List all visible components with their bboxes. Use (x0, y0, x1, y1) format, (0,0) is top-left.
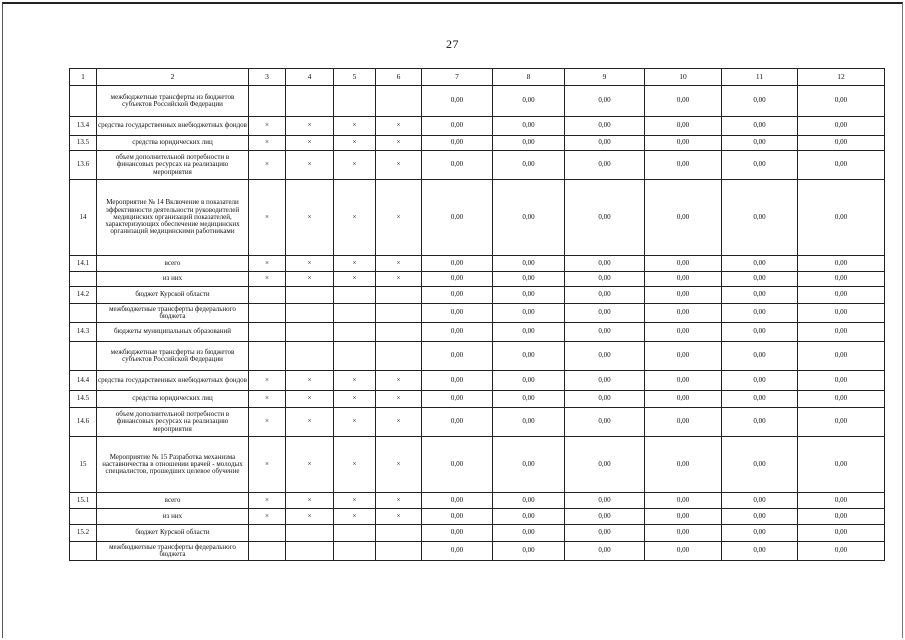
value-cell: 0,00 (493, 437, 565, 493)
row-description: всего (97, 256, 249, 272)
mark-cell (286, 542, 334, 561)
mark-cell: × (286, 117, 334, 136)
value-cell: 0,00 (422, 151, 493, 180)
row-description: всего (97, 493, 249, 509)
row-code (70, 304, 97, 323)
mark-cell: × (249, 391, 286, 408)
mark-cell (249, 323, 286, 342)
mark-cell (334, 525, 376, 542)
table-row (70, 272, 885, 287)
value-cell: 0,00 (422, 86, 493, 117)
mark-cell: × (249, 151, 286, 180)
value-cell: 0,00 (565, 151, 645, 180)
mark-cell: × (376, 371, 422, 391)
mark-cell: × (376, 272, 422, 287)
row-description: из них (97, 509, 249, 525)
row-code: 14.3 (70, 323, 97, 342)
value-cell: 0,00 (493, 151, 565, 180)
row-description: бюджет Курской области (97, 287, 249, 304)
value-cell: 0,00 (722, 342, 798, 371)
mark-cell: × (286, 136, 334, 151)
mark-cell: × (376, 408, 422, 437)
mark-cell: × (286, 272, 334, 287)
value-cell: 0,00 (645, 256, 722, 272)
value-cell: 0,00 (798, 117, 885, 136)
row-description: объем дополнительной потребности в финансовых ресурсах на реализацию мероприятия (97, 151, 249, 180)
value-cell: 0,00 (798, 437, 885, 493)
value-cell: 0,00 (798, 342, 885, 371)
row-code (70, 509, 97, 525)
value-cell: 0,00 (798, 493, 885, 509)
row-code: 13.5 (70, 136, 97, 151)
value-cell: 0,00 (722, 304, 798, 323)
value-cell: 0,00 (565, 323, 645, 342)
mark-cell: × (249, 180, 286, 256)
table-row (70, 287, 885, 304)
mark-cell: × (334, 151, 376, 180)
value-cell: 0,00 (565, 136, 645, 151)
mark-cell: × (334, 180, 376, 256)
value-cell: 0,00 (422, 304, 493, 323)
value-cell: 0,00 (798, 525, 885, 542)
value-cell: 0,00 (722, 117, 798, 136)
mark-cell (249, 542, 286, 561)
table-row (70, 493, 885, 509)
value-cell: 0,00 (493, 371, 565, 391)
value-cell: 0,00 (645, 542, 722, 561)
value-cell: 0,00 (722, 542, 798, 561)
table-row (70, 117, 885, 136)
mark-cell (376, 304, 422, 323)
mark-cell: × (334, 371, 376, 391)
value-cell: 0,00 (493, 408, 565, 437)
mark-cell (286, 323, 334, 342)
table-row (70, 437, 885, 493)
value-cell: 0,00 (722, 272, 798, 287)
mark-cell: × (286, 509, 334, 525)
value-cell: 0,00 (722, 493, 798, 509)
value-cell: 0,00 (422, 272, 493, 287)
row-code: 15.2 (70, 525, 97, 542)
value-cell: 0,00 (798, 323, 885, 342)
mark-cell (249, 525, 286, 542)
value-cell: 0,00 (565, 509, 645, 525)
mark-cell: × (376, 180, 422, 256)
value-cell: 0,00 (722, 391, 798, 408)
mark-cell (334, 304, 376, 323)
value-cell: 0,00 (422, 323, 493, 342)
mark-cell: × (286, 151, 334, 180)
mark-cell: × (376, 256, 422, 272)
row-code: 15 (70, 437, 97, 493)
mark-cell: × (249, 509, 286, 525)
mark-cell (334, 86, 376, 117)
mark-cell: × (376, 437, 422, 493)
table-row (70, 525, 885, 542)
header-cell: 6 (376, 69, 422, 86)
value-cell: 0,00 (645, 371, 722, 391)
row-code: 14.6 (70, 408, 97, 437)
mark-cell (286, 287, 334, 304)
mark-cell (376, 86, 422, 117)
mark-cell: × (376, 136, 422, 151)
value-cell: 0,00 (798, 136, 885, 151)
mark-cell: × (376, 509, 422, 525)
value-cell: 0,00 (722, 287, 798, 304)
value-cell: 0,00 (798, 180, 885, 256)
value-cell: 0,00 (645, 86, 722, 117)
value-cell: 0,00 (565, 304, 645, 323)
value-cell: 0,00 (422, 391, 493, 408)
value-cell: 0,00 (722, 525, 798, 542)
mark-cell (334, 542, 376, 561)
value-cell: 0,00 (493, 256, 565, 272)
mark-cell: × (334, 272, 376, 287)
row-description: межбюджетные трансферты федерального бюджета (97, 304, 249, 323)
mark-cell (249, 287, 286, 304)
row-description: Мероприятие № 15 Разработка механизма наставничества в отношении врачей - молодых специалистов, прошедших целевое обучение (97, 437, 249, 493)
value-cell: 0,00 (645, 493, 722, 509)
budget-table (69, 68, 885, 561)
mark-cell: × (286, 408, 334, 437)
value-cell: 0,00 (565, 493, 645, 509)
row-description: Мероприятие № 14 Включение в показатели эффективности деятельности руководителей медицинских организаций показателей, характеризующих обеспечение медицинских организаций медицинскими работниками (97, 180, 249, 256)
mark-cell: × (334, 437, 376, 493)
value-cell: 0,00 (722, 323, 798, 342)
table-row (70, 136, 885, 151)
value-cell: 0,00 (422, 525, 493, 542)
mark-cell (286, 86, 334, 117)
value-cell: 0,00 (798, 371, 885, 391)
row-code: 14.5 (70, 391, 97, 408)
value-cell: 0,00 (422, 256, 493, 272)
value-cell: 0,00 (645, 391, 722, 408)
mark-cell: × (249, 136, 286, 151)
mark-cell: × (249, 408, 286, 437)
value-cell: 0,00 (798, 391, 885, 408)
mark-cell: × (286, 371, 334, 391)
mark-cell (249, 342, 286, 371)
value-cell: 0,00 (422, 437, 493, 493)
value-cell: 0,00 (565, 371, 645, 391)
value-cell: 0,00 (722, 371, 798, 391)
value-cell: 0,00 (798, 304, 885, 323)
mark-cell (376, 287, 422, 304)
value-cell: 0,00 (722, 180, 798, 256)
mark-cell: × (334, 493, 376, 509)
row-code: 14.4 (70, 371, 97, 391)
mark-cell: × (249, 272, 286, 287)
row-description: средства государственных внебюджетных фондов (97, 117, 249, 136)
value-cell: 0,00 (565, 437, 645, 493)
table-row (70, 342, 885, 371)
value-cell: 0,00 (645, 408, 722, 437)
mark-cell: × (334, 117, 376, 136)
value-cell: 0,00 (565, 117, 645, 136)
row-code: 14 (70, 180, 97, 256)
mark-cell: × (286, 391, 334, 408)
header-cell: 11 (722, 69, 798, 86)
row-code (70, 272, 97, 287)
mark-cell (334, 287, 376, 304)
table-row (70, 408, 885, 437)
value-cell: 0,00 (565, 256, 645, 272)
value-cell: 0,00 (645, 525, 722, 542)
row-code: 14.2 (70, 287, 97, 304)
mark-cell (376, 323, 422, 342)
value-cell: 0,00 (493, 304, 565, 323)
value-cell: 0,00 (565, 272, 645, 287)
value-cell: 0,00 (722, 437, 798, 493)
table-row (70, 180, 885, 256)
row-code: 13.6 (70, 151, 97, 180)
table-row (70, 304, 885, 323)
value-cell: 0,00 (493, 117, 565, 136)
row-description: межбюджетные трансферты федерального бюджета (97, 542, 249, 561)
value-cell: 0,00 (722, 256, 798, 272)
mark-cell: × (249, 117, 286, 136)
table-row (70, 323, 885, 342)
header-cell: 8 (493, 69, 565, 86)
table-row (70, 371, 885, 391)
value-cell: 0,00 (798, 272, 885, 287)
value-cell: 0,00 (422, 509, 493, 525)
value-cell: 0,00 (422, 542, 493, 561)
table-row (70, 86, 885, 117)
table-row (70, 509, 885, 525)
mark-cell: × (376, 493, 422, 509)
header-cell: 4 (286, 69, 334, 86)
value-cell: 0,00 (493, 509, 565, 525)
value-cell: 0,00 (645, 304, 722, 323)
mark-cell: × (286, 180, 334, 256)
mark-cell: × (249, 493, 286, 509)
value-cell: 0,00 (722, 509, 798, 525)
table-row (70, 391, 885, 408)
value-cell: 0,00 (565, 342, 645, 371)
value-cell: 0,00 (798, 151, 885, 180)
value-cell: 0,00 (493, 391, 565, 408)
mark-cell (334, 342, 376, 371)
value-cell: 0,00 (565, 525, 645, 542)
header-cell: 2 (97, 69, 249, 86)
value-cell: 0,00 (493, 287, 565, 304)
value-cell: 0,00 (565, 391, 645, 408)
mark-cell: × (249, 256, 286, 272)
row-description: средства юридических лиц (97, 136, 249, 151)
value-cell: 0,00 (798, 256, 885, 272)
value-cell: 0,00 (565, 287, 645, 304)
value-cell: 0,00 (493, 342, 565, 371)
value-cell: 0,00 (645, 272, 722, 287)
header-cell: 1 (70, 69, 97, 86)
row-description: бюджеты муниципальных образований (97, 323, 249, 342)
value-cell: 0,00 (565, 542, 645, 561)
mark-cell (376, 542, 422, 561)
row-description: межбюджетные трансферты из бюджетов субъектов Российской Федерации (97, 86, 249, 117)
value-cell: 0,00 (645, 117, 722, 136)
value-cell: 0,00 (493, 136, 565, 151)
mark-cell: × (286, 493, 334, 509)
value-cell: 0,00 (422, 342, 493, 371)
value-cell: 0,00 (645, 151, 722, 180)
value-cell: 0,00 (565, 180, 645, 256)
mark-cell (334, 323, 376, 342)
row-code: 15.1 (70, 493, 97, 509)
value-cell: 0,00 (565, 408, 645, 437)
mark-cell: × (376, 391, 422, 408)
mark-cell (286, 342, 334, 371)
value-cell: 0,00 (722, 86, 798, 117)
mark-cell: × (286, 256, 334, 272)
value-cell: 0,00 (645, 136, 722, 151)
row-description: объем дополнительной потребности в финансовых ресурсах на реализацию мероприятия (97, 408, 249, 437)
value-cell: 0,00 (722, 151, 798, 180)
value-cell: 0,00 (493, 525, 565, 542)
value-cell: 0,00 (798, 408, 885, 437)
value-cell: 0,00 (798, 287, 885, 304)
row-code (70, 342, 97, 371)
mark-cell: × (334, 136, 376, 151)
mark-cell (376, 525, 422, 542)
table-row (70, 256, 885, 272)
value-cell: 0,00 (422, 180, 493, 256)
value-cell: 0,00 (645, 509, 722, 525)
mark-cell: × (376, 117, 422, 136)
mark-cell: × (334, 391, 376, 408)
value-cell: 0,00 (493, 86, 565, 117)
row-description: средства государственных внебюджетных фондов (97, 371, 249, 391)
value-cell: 0,00 (422, 117, 493, 136)
value-cell: 0,00 (645, 342, 722, 371)
mark-cell (376, 342, 422, 371)
row-description: бюджет Курской области (97, 525, 249, 542)
value-cell: 0,00 (722, 136, 798, 151)
value-cell: 0,00 (798, 542, 885, 561)
value-cell: 0,00 (565, 86, 645, 117)
mark-cell: × (376, 151, 422, 180)
value-cell: 0,00 (722, 408, 798, 437)
value-cell: 0,00 (422, 371, 493, 391)
row-description: межбюджетные трансферты из бюджетов субъектов Российской Федерации (97, 342, 249, 371)
value-cell: 0,00 (798, 509, 885, 525)
header-cell: 10 (645, 69, 722, 86)
row-description: средства юридических лиц (97, 391, 249, 408)
header-cell: 5 (334, 69, 376, 86)
mark-cell: × (249, 371, 286, 391)
mark-cell: × (249, 437, 286, 493)
value-cell: 0,00 (422, 408, 493, 437)
value-cell: 0,00 (493, 542, 565, 561)
value-cell: 0,00 (645, 287, 722, 304)
table-row (70, 542, 885, 561)
header-cell: 12 (798, 69, 885, 86)
page-number: 27 (446, 37, 459, 51)
value-cell: 0,00 (645, 437, 722, 493)
value-cell: 0,00 (493, 272, 565, 287)
value-cell: 0,00 (422, 287, 493, 304)
row-code (70, 542, 97, 561)
row-code (70, 86, 97, 117)
value-cell: 0,00 (645, 180, 722, 256)
header-cell: 3 (249, 69, 286, 86)
mark-cell: × (286, 437, 334, 493)
value-cell: 0,00 (422, 136, 493, 151)
value-cell: 0,00 (493, 323, 565, 342)
row-code: 13.4 (70, 117, 97, 136)
value-cell: 0,00 (493, 493, 565, 509)
mark-cell: × (334, 408, 376, 437)
value-cell: 0,00 (493, 180, 565, 256)
mark-cell: × (334, 509, 376, 525)
mark-cell (286, 525, 334, 542)
value-cell: 0,00 (422, 493, 493, 509)
header-cell: 7 (422, 69, 493, 86)
mark-cell (249, 86, 286, 117)
row-code: 14.1 (70, 256, 97, 272)
value-cell: 0,00 (798, 86, 885, 117)
mark-cell (249, 304, 286, 323)
value-cell: 0,00 (645, 323, 722, 342)
mark-cell (286, 304, 334, 323)
mark-cell: × (334, 256, 376, 272)
header-row (70, 69, 885, 86)
table-row (70, 151, 885, 180)
row-description: из них (97, 272, 249, 287)
header-cell: 9 (565, 69, 645, 86)
